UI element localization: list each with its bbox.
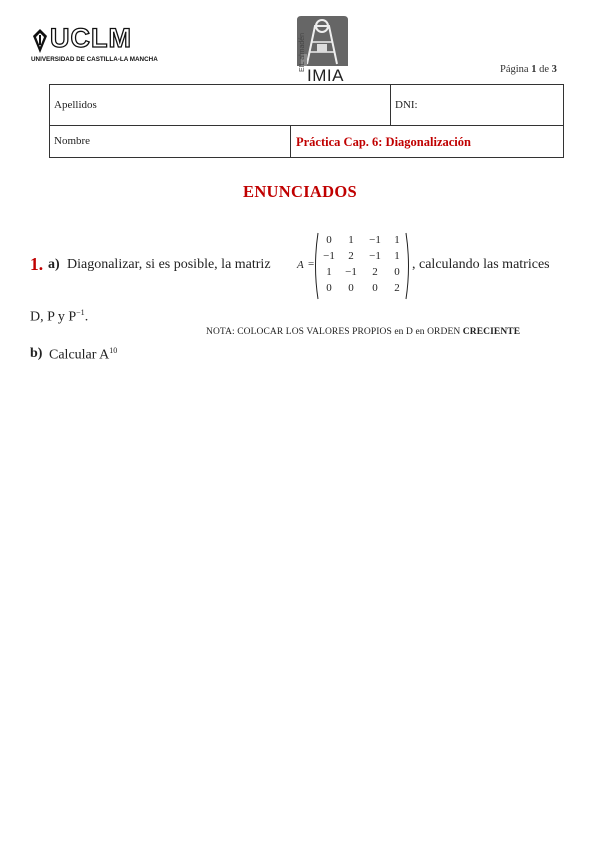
- power-exponent: 10: [109, 346, 118, 355]
- matrix-cell: 0: [326, 282, 332, 294]
- apellidos-field[interactable]: [50, 85, 391, 126]
- matrix-equals: =: [308, 258, 315, 270]
- part-b-text: [49, 346, 117, 364]
- matrix-cell: −1: [323, 250, 335, 262]
- matrix-cell: 0: [348, 282, 354, 294]
- right-paren-icon: [405, 232, 411, 300]
- page-total: 3: [551, 64, 557, 75]
- problem-number: 1.: [30, 254, 44, 274]
- note-text: NOTA: COLOCAR LOS VALORES PROPIOS en D en ORDEN: [206, 327, 461, 337]
- matrix-cell: 2: [372, 266, 378, 278]
- practica-title-text: Práctica Cap. 6: Diagonalización: [296, 135, 471, 149]
- matrix-variable: A: [297, 259, 304, 271]
- inverse-exponent: −1: [76, 308, 85, 317]
- page-number: [500, 64, 557, 75]
- practica-title: [291, 126, 563, 157]
- uclm-emblem-icon: [31, 28, 49, 54]
- matrix-cell: 0: [394, 266, 400, 278]
- part-a-line2: [30, 308, 88, 326]
- matrix-cell: 0: [326, 234, 332, 246]
- dni-label: DNI:: [395, 99, 418, 111]
- matrix-cell: −1: [369, 250, 381, 262]
- nombre-field[interactable]: [50, 126, 291, 157]
- imia-vertical-text: EIL almadén: [299, 32, 306, 72]
- part-b-label: b): [30, 346, 43, 361]
- student-info-table: [49, 84, 564, 158]
- part-b-main: Calcular A: [49, 347, 110, 363]
- part-a-line2-main: D, P y P: [30, 309, 77, 325]
- uclm-wordmark: UCLM: [50, 23, 132, 53]
- section-title: ENUNCIADOS: [243, 182, 357, 201]
- matrix-cell: 1: [326, 266, 332, 278]
- matrix-a: [316, 230, 412, 300]
- part-a-label: a): [48, 257, 60, 272]
- matrix-cell: 1: [348, 234, 354, 246]
- matrix-cell: 0: [372, 282, 378, 294]
- matrix-cell: −1: [345, 266, 357, 278]
- matrix-cell: 1: [394, 234, 400, 246]
- note-emphasis: CRECIENTE: [462, 327, 521, 337]
- part-a-text: Diagonalizar, si es posible, la matriz: [67, 257, 271, 272]
- matrix-cell: 2: [394, 282, 400, 294]
- imia-logo: [295, 14, 350, 84]
- part-a-line2-end: .: [84, 309, 89, 325]
- apellidos-label: Apellidos: [54, 99, 97, 111]
- matrix-cell: 1: [394, 250, 400, 262]
- matrix-cell: −1: [369, 234, 381, 246]
- page-separator: de: [539, 64, 549, 75]
- part-a-text-after: , calculando las matrices: [412, 257, 550, 272]
- note: [206, 327, 520, 337]
- uclm-subtitle: UNIVERSIDAD DE CASTILLA-LA MANCHA: [31, 56, 158, 63]
- dni-field[interactable]: [391, 85, 563, 126]
- imia-wordmark: IMIA: [307, 66, 344, 85]
- nombre-label: Nombre: [54, 135, 91, 147]
- page-label: Página: [500, 64, 529, 75]
- uclm-logo: [31, 23, 158, 66]
- matrix-cell: 2: [348, 250, 354, 262]
- page-current: 1: [531, 64, 537, 75]
- matrix-grid: [318, 234, 406, 298]
